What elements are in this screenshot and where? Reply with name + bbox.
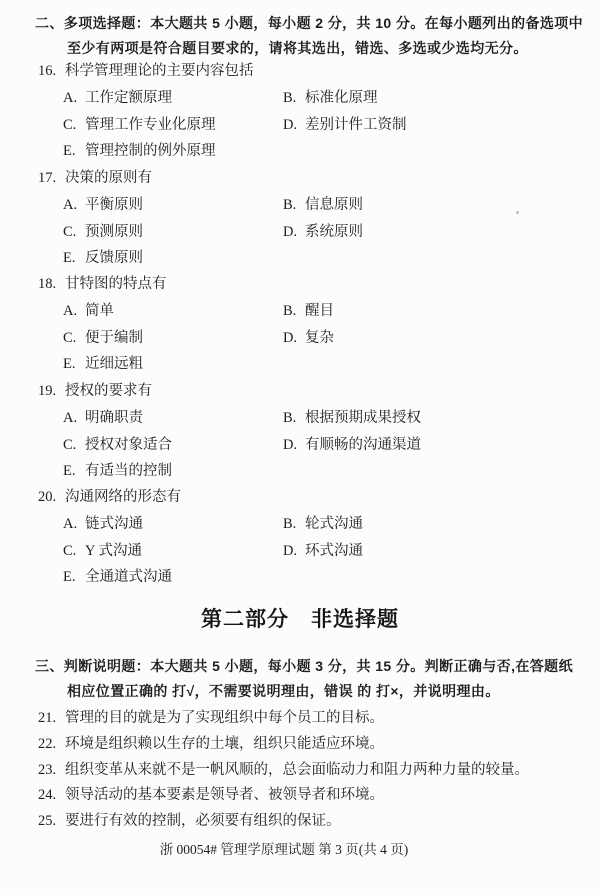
question-16	[38, 63, 580, 170]
option-19-e	[63, 463, 283, 480]
option-letter: C.	[63, 116, 77, 133]
option-letter: E.	[63, 463, 76, 480]
scan-speck	[516, 211, 519, 214]
option-17-b	[283, 197, 580, 214]
option-letter: E.	[63, 356, 76, 373]
option-19-b	[283, 410, 580, 427]
option-text: 链式沟通	[85, 516, 143, 532]
option-16-c	[63, 117, 283, 134]
option-letter: A.	[63, 303, 78, 319]
option-letter: B.	[283, 197, 297, 213]
question-stem-text: 授权的要求有	[65, 383, 152, 399]
option-letter: C.	[63, 329, 77, 346]
option-text: 有适当的控制	[85, 463, 172, 480]
question-18	[38, 276, 580, 383]
option-19-d	[283, 437, 580, 454]
question-19	[38, 383, 580, 490]
option-20-a	[63, 516, 283, 533]
option-letter: D.	[283, 223, 298, 240]
question-16-stem	[38, 63, 580, 80]
question-19-options	[63, 410, 580, 490]
option-text: Y 式沟通	[85, 542, 143, 559]
question-text: 管理的目的就是为了实现组织中每个员工的目标。	[65, 710, 384, 726]
question-stem-text: 甘特图的特点有	[65, 276, 167, 292]
option-letter: A.	[63, 516, 78, 532]
option-16-b	[283, 90, 580, 107]
option-text: 系统原则	[305, 223, 363, 240]
question-24	[38, 787, 384, 804]
section2-heading-line2: 至少有两项是符合题目要求的，请将其选出，错选、多选或少选均无分。	[67, 40, 528, 56]
option-text: 预测原则	[85, 223, 143, 240]
option-18-b	[283, 303, 580, 320]
option-17-a	[63, 197, 283, 214]
option-text: 简单	[85, 303, 114, 319]
option-letter: D.	[283, 329, 298, 346]
question-16-options	[63, 90, 580, 170]
question-19-stem	[38, 383, 580, 400]
option-19-a	[63, 410, 283, 427]
option-text: 近细远粗	[85, 356, 143, 373]
option-text: 环式沟通	[305, 542, 363, 559]
option-16-a	[63, 90, 283, 107]
option-17-d	[283, 224, 580, 241]
question-number: 20.	[38, 489, 57, 505]
option-text: 管理控制的例外原理	[85, 143, 216, 160]
option-letter: A.	[63, 410, 78, 426]
question-20-stem	[38, 489, 580, 506]
option-letter: D.	[283, 116, 298, 133]
question-18-options	[63, 303, 580, 383]
question-17-stem	[38, 170, 580, 187]
option-18-c	[63, 330, 283, 347]
option-18-e	[63, 356, 283, 373]
option-16-d	[283, 117, 580, 134]
question-22	[38, 736, 384, 753]
section2-heading-line1: 二、多项选择题：本大题共 5 小题，每小题 2 分，共 10 分。在每小题列出的备选项中	[35, 15, 584, 31]
option-letter: C.	[63, 223, 77, 240]
question-number: 24.	[38, 787, 57, 803]
option-text: 平衡原则	[85, 197, 143, 213]
option-17-c	[63, 224, 283, 241]
question-stem-text: 沟通网络的形态有	[65, 489, 181, 505]
option-letter: B.	[283, 90, 297, 106]
option-text: 差别计件工资制	[305, 116, 407, 133]
question-number: 21.	[38, 710, 57, 726]
option-text: 授权对象适合	[85, 436, 172, 453]
option-20-c	[63, 543, 283, 560]
option-letter: A.	[63, 90, 78, 106]
option-text: 醒目	[305, 303, 334, 319]
option-letter: A.	[63, 197, 78, 213]
option-text: 信息原则	[305, 197, 363, 213]
option-text: 反馈原则	[85, 250, 143, 267]
option-letter: C.	[63, 542, 77, 559]
option-text: 标准化原理	[305, 90, 378, 106]
section3-heading-line1: 三、判断说明题：本大题共 5 小题，每小题 3 分，共 15 分。判断正确与否,在答题纸	[35, 658, 573, 674]
option-20-b	[283, 516, 580, 533]
question-text: 环境是组织赖以生存的土壤，组织只能适应环境。	[65, 736, 384, 752]
question-number: 25.	[38, 813, 57, 829]
option-text: 便于编制	[85, 329, 143, 346]
option-20-e	[63, 569, 283, 586]
question-number: 22.	[38, 736, 57, 752]
question-25	[38, 813, 341, 830]
option-text: 全通道式沟通	[85, 569, 172, 586]
option-text: 复杂	[305, 329, 334, 346]
part2-title: 第二部分 非选择题	[201, 608, 399, 631]
question-20	[38, 489, 580, 596]
option-text: 根据预期成果授权	[305, 410, 421, 426]
option-text: 有顺畅的沟通渠道	[305, 436, 421, 453]
question-number: 16.	[38, 63, 57, 79]
question-text: 组织变革从来就不是一帆风顺的，总会面临动力和阻力两种力量的较量。	[65, 762, 529, 778]
question-17	[38, 170, 580, 277]
option-text: 工作定额原理	[85, 90, 172, 106]
option-20-d	[283, 543, 580, 560]
option-letter: D.	[283, 436, 298, 453]
option-text: 轮式沟通	[305, 516, 363, 532]
question-number: 23.	[38, 762, 57, 778]
option-16-e	[63, 143, 283, 160]
question-stem-text: 决策的原则有	[65, 170, 152, 186]
question-17-options	[63, 197, 580, 277]
option-letter: E.	[63, 569, 76, 586]
page-footer: 浙 00054# 管理学原理试题 第 3 页(共 4 页)	[159, 842, 409, 857]
option-letter: B.	[283, 410, 297, 426]
question-number: 18.	[38, 276, 57, 292]
question-text: 领导活动的基本要素是领导者、被领导者和环境。	[65, 787, 384, 803]
option-letter: E.	[63, 143, 76, 160]
option-text: 管理工作专业化原理	[85, 116, 216, 133]
question-20-options	[63, 516, 580, 596]
option-letter: B.	[283, 303, 297, 319]
option-18-a	[63, 303, 283, 320]
option-18-d	[283, 330, 580, 347]
question-23	[38, 762, 529, 779]
option-17-e	[63, 250, 283, 267]
section3-heading-line2: 相应位置正确的 打√，不需要说明理由，错误 的 打×，并说明理由。	[67, 683, 500, 699]
option-letter: C.	[63, 436, 77, 453]
question-number: 19.	[38, 383, 57, 399]
question-18-stem	[38, 276, 580, 293]
option-letter: B.	[283, 516, 297, 532]
question-number: 17.	[38, 170, 57, 186]
question-stem-text: 科学管理理论的主要内容包括	[65, 63, 254, 79]
option-letter: E.	[63, 250, 76, 267]
option-text: 明确职责	[85, 410, 143, 426]
option-letter: D.	[283, 542, 298, 559]
question-text: 要进行有效的控制，必须要有组织的保证。	[65, 813, 341, 829]
option-19-c	[63, 437, 283, 454]
question-21	[38, 710, 384, 727]
